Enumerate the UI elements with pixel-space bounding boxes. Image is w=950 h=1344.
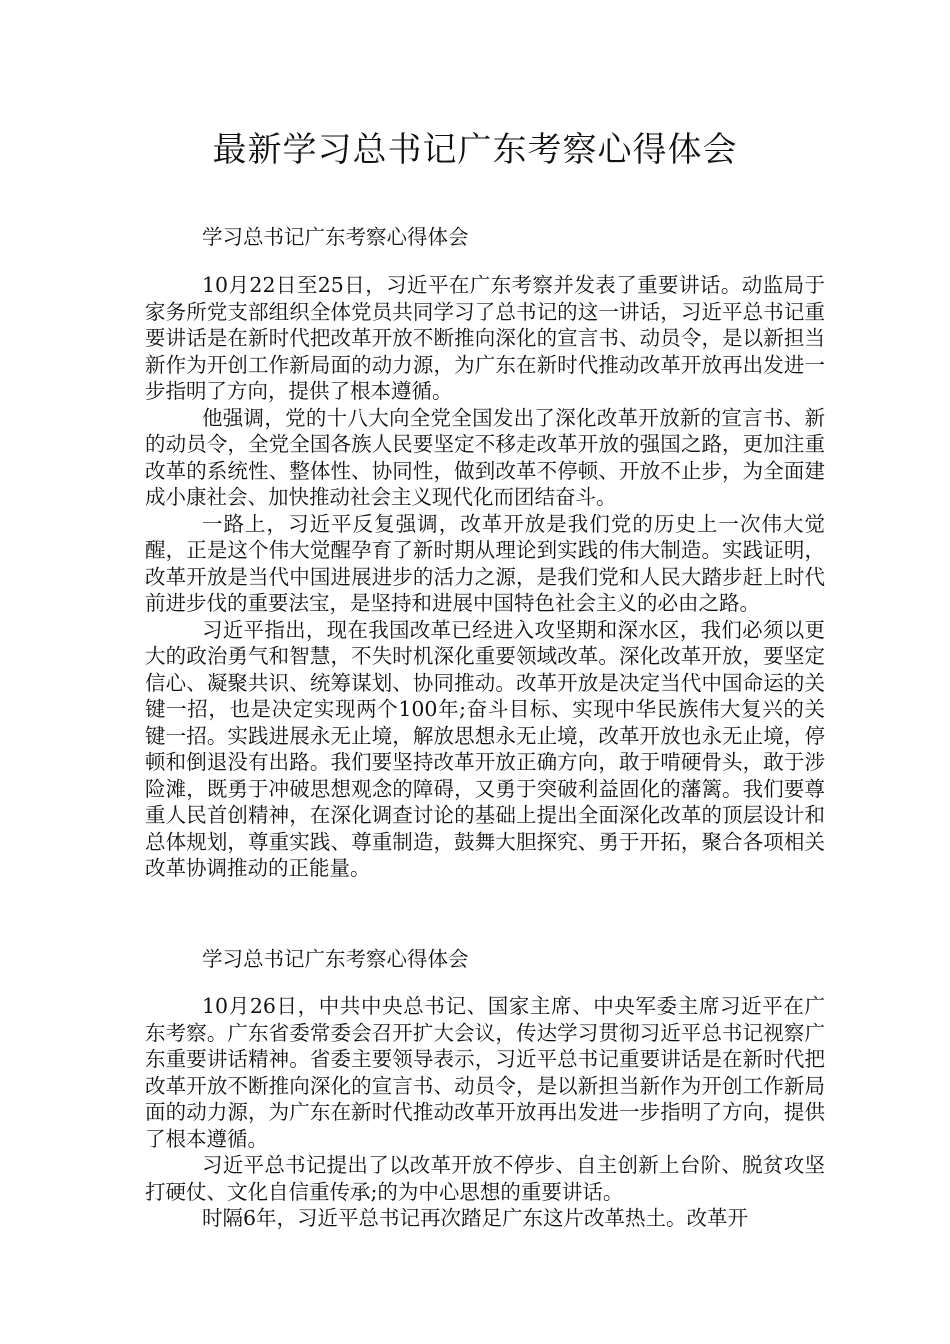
paragraph: 10月26日，中共中央总书记、国家主席、中央军委主席习近平在广东考察。广东省委常委会召开扩大会议，传达学习贯彻习近平总书记视察广东重要讲话精神。省委主要领导表示，习近平总书记重要讲话是在新时代把改革开放不断推向深化的宣言书、动员令，是以新担当新作为开创工作新局面的动力源，为广东在新时代推动改革开放再出发进一步指明了方向，提供了根本遵循。 xyxy=(145,994,825,1151)
section2-body xyxy=(145,993,825,1232)
section1-heading: 学习总书记广东考察心得体会 xyxy=(202,225,469,249)
paragraph: 他强调，党的十八大向全党全国发出了深化改革开放新的宣言书、新的动员令，全党全国各族人民要坚定不移走改革开放的强国之路，更加注重改革的系统性、整体性、协同性，做到改革不停顿、开放不止步，为全面建成小康社会、加快推动社会主义现代化而团结奋斗。 xyxy=(145,405,825,509)
paragraph: 习近平指出，现在我国改革已经进入攻坚期和深水区，我们必须以更大的政治勇气和智慧，不失时机深化重要领域改革。深化改革开放，要坚定信心、凝聚共识、统筹谋划、协同推动。改革开放是决定当代中国命运的关键一招，也是决定实现两个100年;奋斗目标、实现中华民族伟大复兴的关键一招。实践进展永无止境，解放思想永无止境，改革开放也永无止境，停顿和倒退没有出路。我们要坚持改革开放正确方向，敢于啃硬骨头，敢于涉险滩，既勇于冲破思想观念的障碍，又勇于突破利益固化的藩篱。我们要尊重人民首创精神，在深化调查讨论的基础上提出全面深化改革的顶层设计和总体规划，尊重实践、尊重制造，鼓舞大胆探究、勇于开拓，聚合各项相关改革协调推动的正能量。 xyxy=(145,617,825,880)
paragraph: 时隔6年，习近平总书记再次踏足广东这片改革热土。改革开 xyxy=(202,1206,749,1230)
paragraph: 一路上，习近平反复强调，改革开放是我们党的历史上一次伟大觉醒，正是这个伟大觉醒孕育了新时期从理论到实践的伟大制造。实践证明，改革开放是当代中国进展进步的活力之源，是我们党和人民大踏步赶上时代前进步伐的重要法宝，是坚持和进展中国特色社会主义的必由之路。 xyxy=(145,511,825,615)
section1-body xyxy=(145,272,825,882)
section2-heading: 学习总书记广东考察心得体会 xyxy=(202,947,469,971)
paragraph: 10月22日至25日，习近平在广东考察并发表了重要讲话。动监局于家务所党支部组织全体党员共同学习了总书记的这一讲话，习近平总书记重要讲话是在新时代把改革开放不断推向深化的宣言书、动员令，是以新担当新作为开创工作新局面的动力源，为广东在新时代推动改革开放再出发进一步指明了方向，提供了根本遵循。 xyxy=(145,273,825,403)
paragraph: 习近平总书记提出了以改革开放不停步、自主创新上台阶、脱贫攻坚打硬仗、文化自信重传承;的为中心思想的重要讲话。 xyxy=(145,1153,825,1204)
document-title: 最新学习总书记广东考察心得体会 xyxy=(212,130,738,170)
